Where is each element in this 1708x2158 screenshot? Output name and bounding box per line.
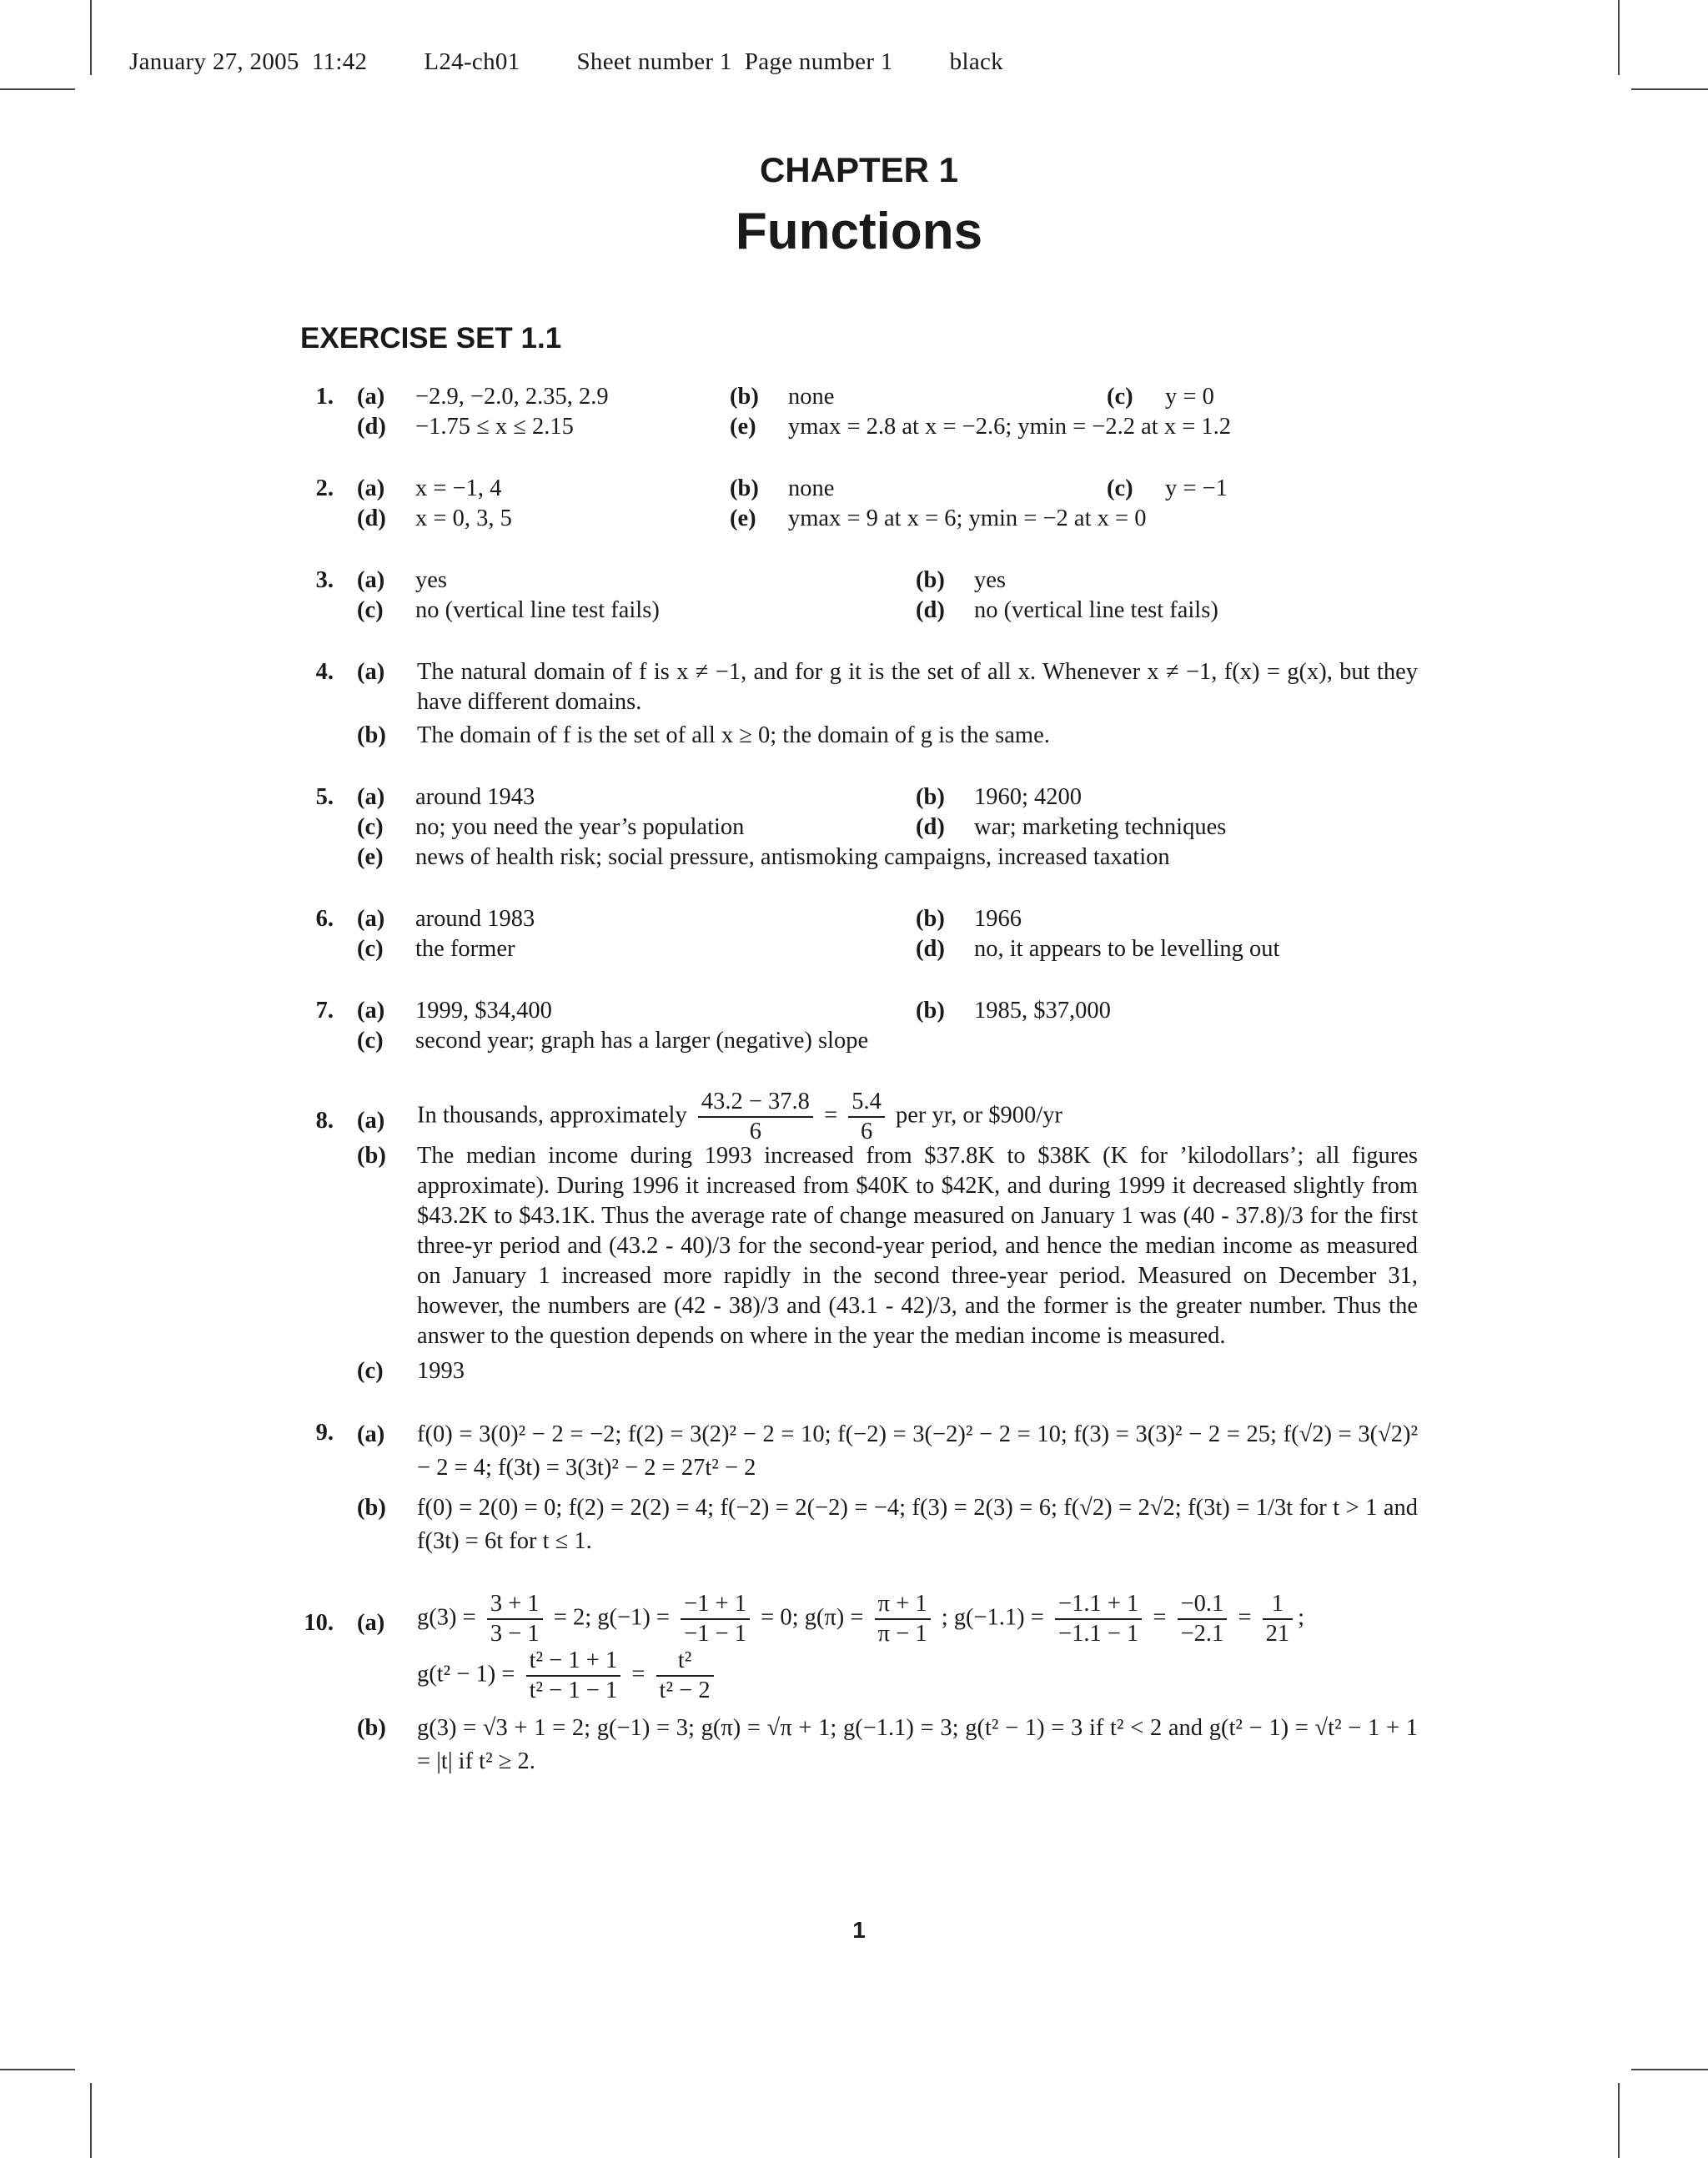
part-text: 1985, $37,000 bbox=[974, 998, 1111, 1024]
problem-number: 6. bbox=[315, 906, 334, 932]
part-c bbox=[357, 596, 660, 626]
part-label: (c) bbox=[357, 1028, 384, 1054]
denominator: π − 1 bbox=[877, 1621, 927, 1647]
header-file: L24-ch01 bbox=[424, 48, 520, 75]
part-text: the former bbox=[415, 936, 515, 962]
problem-row bbox=[284, 934, 1418, 964]
part-text: The natural domain of f is x ≠ −1, and for g it is the set of all x. Whenever x ≠ −1, f(x) = g(x), but they have different domains. bbox=[417, 659, 1418, 715]
part-e bbox=[357, 843, 1170, 873]
crop-mark bbox=[0, 2069, 75, 2070]
part-text: ; bbox=[1298, 1604, 1305, 1631]
problem-row bbox=[284, 843, 1418, 873]
part-label: (a) bbox=[357, 384, 385, 410]
problem-9 bbox=[284, 1418, 1418, 1558]
numerator: −0.1 bbox=[1178, 1590, 1228, 1620]
problem-8 bbox=[284, 1088, 1418, 1386]
part-label: (e) bbox=[730, 414, 756, 440]
part-text: none bbox=[788, 475, 835, 501]
denominator: 6 bbox=[860, 1119, 873, 1144]
part-e bbox=[730, 504, 1146, 534]
part-label: (e) bbox=[357, 844, 384, 870]
header-color: black bbox=[949, 48, 1003, 75]
fraction bbox=[848, 1088, 885, 1146]
problem-number: 9. bbox=[315, 1420, 334, 1446]
part-e bbox=[730, 412, 1231, 442]
part-label: (c) bbox=[1107, 384, 1133, 410]
fraction bbox=[1263, 1590, 1294, 1648]
part-a bbox=[284, 657, 1418, 717]
part-a bbox=[357, 782, 535, 812]
problem-row bbox=[284, 996, 1418, 1026]
part-a bbox=[357, 566, 447, 596]
problem-number: 4. bbox=[315, 659, 334, 685]
part-c bbox=[284, 1356, 1418, 1386]
part-a bbox=[357, 904, 535, 934]
part-b bbox=[916, 566, 1006, 596]
part-label: (c) bbox=[357, 597, 384, 623]
problem-2 bbox=[284, 474, 1418, 534]
problem-row bbox=[284, 596, 1418, 626]
part-d bbox=[916, 934, 1279, 964]
part-label: (b) bbox=[916, 567, 945, 593]
part-a bbox=[284, 1590, 1418, 1648]
part-a-continued bbox=[284, 1647, 1418, 1705]
problem-number: 8. bbox=[315, 1108, 334, 1134]
exercise-set-heading: EXERCISE SET 1.1 bbox=[300, 322, 562, 355]
problem-7 bbox=[284, 996, 1418, 1056]
part-label: (b) bbox=[916, 784, 945, 810]
problem-row bbox=[284, 474, 1418, 504]
denominator: 6 bbox=[749, 1119, 762, 1144]
part-b bbox=[730, 474, 834, 504]
part-text: g(t² − 1) = bbox=[417, 1661, 515, 1688]
part-text: ymax = 9 at x = 6; ymin = −2 at x = 0 bbox=[788, 506, 1147, 531]
page-number: 1 bbox=[852, 1917, 866, 1943]
equals-sign: = bbox=[631, 1661, 646, 1688]
part-b bbox=[284, 1141, 1418, 1351]
chapter-label: CHAPTER 1 bbox=[759, 150, 959, 189]
problem-number: 7. bbox=[315, 998, 334, 1024]
part-label: (a) bbox=[357, 784, 385, 810]
part-label: (a) bbox=[357, 567, 385, 593]
equals-sign: = bbox=[1238, 1604, 1252, 1631]
part-label: (b) bbox=[357, 722, 386, 748]
part-text: g(3) = bbox=[417, 1604, 476, 1631]
crop-mark bbox=[1631, 88, 1708, 90]
fraction bbox=[875, 1590, 931, 1648]
part-text: war; marketing techniques bbox=[974, 814, 1227, 840]
part-label: (c) bbox=[1107, 475, 1133, 501]
numerator: −1.1 + 1 bbox=[1055, 1590, 1142, 1620]
problem-row bbox=[284, 904, 1418, 934]
problem-5 bbox=[284, 782, 1418, 873]
part-d bbox=[916, 596, 1218, 626]
part-text: yes bbox=[415, 567, 447, 593]
problem-1 bbox=[284, 382, 1418, 442]
part-text: around 1983 bbox=[415, 906, 535, 932]
exercise-list bbox=[284, 382, 1418, 1810]
part-label: (d) bbox=[916, 936, 945, 962]
part-label: (b) bbox=[730, 475, 759, 501]
denominator: −2.1 bbox=[1180, 1621, 1224, 1647]
part-d bbox=[357, 412, 574, 442]
part-text: g(3) = √3 + 1 = 2; g(−1) = 3; g(π) = √π + 1; g(−1.1) = 3; g(t² − 1) = 3 if t² < 2 and g(t² − 1) = √t² − 1 + 1 = |t| if t² ≥ 2. bbox=[417, 1715, 1418, 1774]
problem-4 bbox=[284, 657, 1418, 751]
part-label: (a) bbox=[357, 998, 385, 1024]
denominator: t² − 1 − 1 bbox=[529, 1678, 618, 1703]
chapter-title: Functions bbox=[735, 203, 983, 260]
part-label: (d) bbox=[357, 414, 386, 440]
part-label: (b) bbox=[357, 1715, 386, 1741]
part-label: (b) bbox=[916, 998, 945, 1024]
part-text: The median income during 1993 increased from $37.8K to $38K (K for ’kilodollars’; all figures approximate). During 1996 it increased from $40K to $42K, and during 1999 it decreased slightly from $43.2K to $43.1K. Thus the average rate of change measured on January 1 was (40 - 37.8)/3 for the first three-yr period and (43.2 - 40)/3 for the second-year period, and hence the median income as measured on January 1 increased more rapidly in the second three-year period. Measured on December 31, however, the numbers are (42 - 38)/3 and (43.1 - 42)/3, and the former is the greater number. Thus the answer to the question depends on where in the year the median income is measured. bbox=[417, 1143, 1418, 1349]
part-c bbox=[1107, 474, 1228, 504]
crop-mark bbox=[1618, 0, 1620, 75]
denominator: −1.1 − 1 bbox=[1058, 1621, 1139, 1647]
part-label: (a) bbox=[357, 906, 385, 932]
numerator: 1 bbox=[1263, 1590, 1294, 1620]
part-text: 1993 bbox=[417, 1358, 465, 1384]
problem-row bbox=[284, 782, 1418, 812]
part-a bbox=[284, 1418, 1418, 1485]
crop-mark bbox=[90, 0, 92, 75]
part-text: 1966 bbox=[974, 906, 1022, 932]
part-text: −1.75 ≤ x ≤ 2.15 bbox=[415, 414, 574, 440]
problem-row bbox=[284, 412, 1418, 442]
problem-number: 3. bbox=[315, 567, 334, 593]
part-c bbox=[357, 812, 744, 843]
part-b bbox=[916, 996, 1111, 1026]
part-label: (b) bbox=[357, 1495, 386, 1521]
numerator: −1 + 1 bbox=[681, 1590, 750, 1620]
part-label: (d) bbox=[916, 597, 945, 623]
crop-mark bbox=[90, 2083, 92, 2158]
part-label: (c) bbox=[357, 1358, 384, 1384]
numerator: 43.2 − 37.8 bbox=[698, 1088, 813, 1118]
problem-row bbox=[284, 566, 1418, 596]
part-b bbox=[730, 382, 834, 412]
part-a bbox=[357, 474, 501, 504]
fraction bbox=[487, 1590, 543, 1648]
part-text: none bbox=[788, 384, 835, 410]
fraction bbox=[698, 1088, 813, 1146]
part-label: (c) bbox=[357, 814, 384, 840]
problem-row bbox=[284, 1026, 1418, 1056]
part-text: per yr, or $900/yr bbox=[896, 1102, 1062, 1129]
part-text: x = 0, 3, 5 bbox=[415, 506, 512, 531]
fraction bbox=[1178, 1590, 1228, 1648]
denominator: 21 bbox=[1265, 1621, 1290, 1647]
part-a bbox=[284, 1088, 1418, 1146]
problem-3 bbox=[284, 566, 1418, 626]
part-text: no (vertical line test fails) bbox=[974, 597, 1218, 623]
equals-sign: = bbox=[1153, 1604, 1167, 1631]
crop-mark bbox=[1631, 2069, 1708, 2070]
part-text: In thousands, approximately bbox=[417, 1102, 687, 1129]
crop-mark bbox=[0, 88, 75, 90]
numerator: 3 + 1 bbox=[487, 1590, 543, 1620]
part-label: (b) bbox=[357, 1143, 386, 1169]
numerator: t² − 1 + 1 bbox=[526, 1647, 621, 1677]
part-text: ymax = 2.8 at x = −2.6; ymin = −2.2 at x = 1.2 bbox=[788, 414, 1232, 440]
part-c bbox=[357, 934, 515, 964]
part-text: ; g(−1.1) = bbox=[941, 1604, 1044, 1631]
header-sheet: Sheet number 1 Page number 1 bbox=[576, 48, 893, 75]
fraction bbox=[1055, 1590, 1142, 1648]
problem-6 bbox=[284, 904, 1418, 964]
denominator: −1 − 1 bbox=[684, 1621, 747, 1647]
part-label: (a) bbox=[357, 659, 385, 685]
problem-number: 10. bbox=[304, 1610, 334, 1636]
part-c bbox=[1107, 382, 1214, 412]
part-b bbox=[284, 1712, 1418, 1778]
part-label: (e) bbox=[730, 506, 756, 531]
running-header bbox=[129, 48, 1060, 76]
part-label: (a) bbox=[357, 1610, 385, 1636]
part-b bbox=[916, 782, 1082, 812]
fraction bbox=[681, 1590, 750, 1648]
equals-sign: = bbox=[824, 1102, 838, 1129]
part-text: −2.9, −2.0, 2.35, 2.9 bbox=[415, 384, 609, 410]
crop-mark bbox=[1618, 2083, 1620, 2158]
part-d bbox=[357, 504, 512, 534]
part-text: x = −1, 4 bbox=[415, 475, 502, 501]
part-label: (a) bbox=[357, 475, 385, 501]
part-text: f(0) = 2(0) = 0; f(2) = 2(2) = 4; f(−2) = 2(−2) = −4; f(3) = 2(3) = 6; f(√2) = 2√2; f(3t) = 1/3t for t > 1 and f(3t) = 6t for t ≤ 1. bbox=[417, 1495, 1418, 1554]
part-text: 1999, $34,400 bbox=[415, 998, 552, 1024]
part-label: (b) bbox=[916, 906, 945, 932]
part-label: (d) bbox=[916, 814, 945, 840]
denominator: t² − 2 bbox=[659, 1678, 711, 1703]
part-label: (b) bbox=[730, 384, 759, 410]
part-text: y = 0 bbox=[1165, 384, 1214, 410]
part-text: around 1943 bbox=[415, 784, 535, 810]
part-text: yes bbox=[974, 567, 1006, 593]
fraction bbox=[656, 1647, 714, 1705]
part-text: = 0; g(π) = bbox=[761, 1604, 864, 1631]
numerator: t² bbox=[656, 1647, 714, 1677]
problem-number: 5. bbox=[315, 784, 334, 810]
part-label: (a) bbox=[357, 1108, 385, 1134]
part-b bbox=[284, 721, 1418, 751]
problem-number: 2. bbox=[315, 475, 334, 501]
denominator: 3 − 1 bbox=[490, 1621, 540, 1647]
problem-row bbox=[284, 504, 1418, 534]
numerator: π + 1 bbox=[875, 1590, 931, 1620]
problem-number: 1. bbox=[315, 384, 334, 410]
part-label: (c) bbox=[357, 936, 384, 962]
part-text: f(0) = 3(0)² − 2 = −2; f(2) = 3(2)² − 2 = 10; f(−2) = 3(−2)² − 2 = 10; f(3) = 3(3)² − 2 = 25; f(√2) = 3(√2)² − 2 = 4; f(3t) = 3(3t)² − 2 = 27t² − 2 bbox=[417, 1421, 1418, 1481]
part-text: no; you need the year’s population bbox=[415, 814, 745, 840]
part-label: (d) bbox=[357, 506, 386, 531]
part-text: no (vertical line test fails) bbox=[415, 597, 660, 623]
header-date: January 27, 2005 11:42 bbox=[129, 48, 368, 75]
problem-row bbox=[284, 382, 1418, 412]
part-text: = 2; g(−1) = bbox=[553, 1604, 671, 1631]
part-d bbox=[916, 812, 1226, 843]
part-a bbox=[357, 996, 552, 1026]
numerator: 5.4 bbox=[848, 1088, 885, 1118]
part-text: second year; graph has a larger (negative) slope bbox=[415, 1028, 869, 1054]
part-b bbox=[916, 904, 1022, 934]
problem-10 bbox=[284, 1590, 1418, 1778]
part-b bbox=[284, 1491, 1418, 1558]
part-c bbox=[357, 1026, 868, 1056]
fraction bbox=[526, 1647, 621, 1705]
part-text: no, it appears to be levelling out bbox=[974, 936, 1280, 962]
problem-row bbox=[284, 812, 1418, 843]
part-label: (a) bbox=[357, 1421, 385, 1447]
part-text: news of health risk; social pressure, antismoking campaigns, increased taxation bbox=[415, 844, 1170, 870]
part-text: 1960; 4200 bbox=[974, 784, 1083, 810]
part-a bbox=[357, 382, 609, 412]
part-text: y = −1 bbox=[1165, 475, 1228, 501]
part-text: The domain of f is the set of all x ≥ 0; the domain of g is the same. bbox=[417, 722, 1050, 748]
